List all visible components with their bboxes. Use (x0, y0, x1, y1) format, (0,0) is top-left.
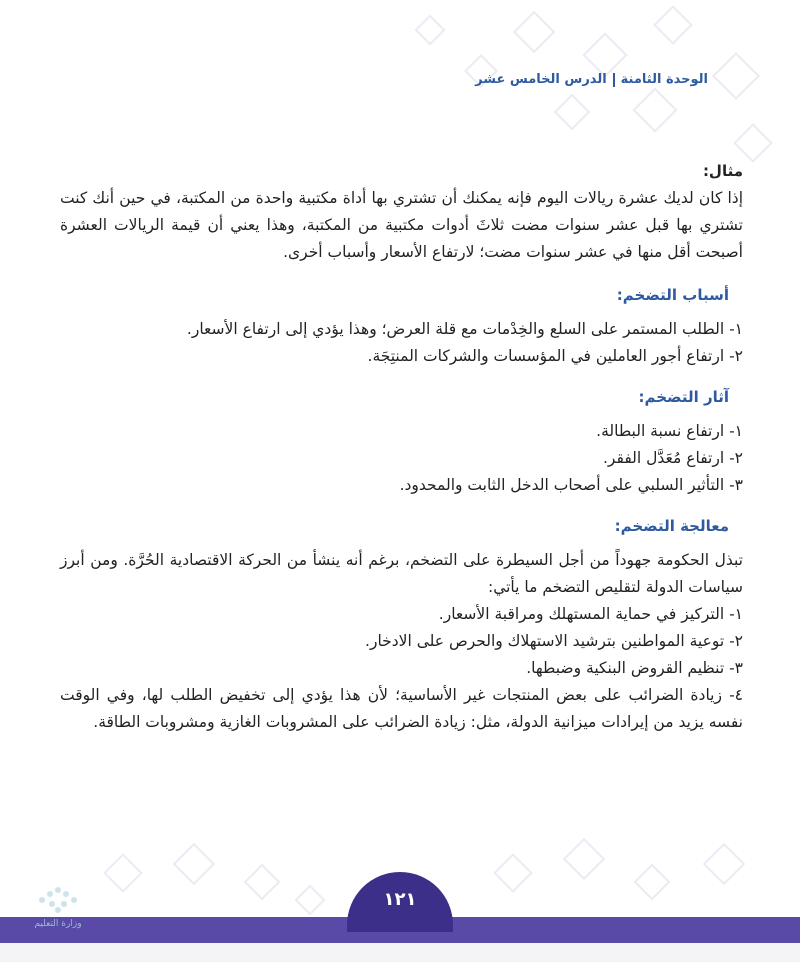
treatment-intro: تبذل الحكومة جهوداً من أجل السيطرة على التضخم، برغم أنه ينشأ من الحركة الاقتصادية الحُرَّة. ومن أبرز سياسات الدولة لتقليص التضخم ما يأتي: (60, 551, 743, 596)
page-number: ١٢١ (383, 889, 417, 910)
causes-title: أسباب التضخم: (616, 286, 729, 304)
effects-item-3: ٣- التأثير السلبي على أصحاب الدخل الثابت والمحدود. (399, 476, 743, 494)
causes-item-1: ١- الطلب المستمر على السلع والخِدْمات مع قلة العرض؛ وهذا يؤدي إلى ارتفاع الأسعار. (186, 320, 743, 338)
treatment-item-1: ١- التركيز في حماية المستهلك ومراقبة الأسعار. (438, 605, 743, 623)
lesson-label: الدرس الخامس عشر (475, 72, 607, 87)
logo-dots-icon (39, 887, 77, 913)
header-divider (613, 73, 615, 87)
treatment-item-4: ٤- زيادة الضرائب على بعض المنتجات غير الأساسية؛ لأن هذا يؤدي إلى تخفيض الطلب لها، وفي الوقت نفسه يزيد من إيرادات ميزانية الدولة، مثل: زيادة الضرائب على المشروبات الغازية ومشروبات الطاقة. (60, 686, 743, 731)
logo-text: وزارة التعليم (34, 919, 82, 929)
treatment-title: معالجة التضخم: (614, 517, 729, 535)
ministry-logo (22, 880, 94, 944)
effects-item-2: ٢- ارتفاع مُعَدَّل الفقر. (603, 449, 743, 467)
treatment-item-2: ٢- توعية المواطنين بترشيد الاستهلاك والحرص على الادخار. (365, 632, 743, 650)
page-number-tab (347, 872, 453, 932)
example-text: إذا كان لديك عشرة ريالات اليوم فإنه يمكنك أن تشتري بها أداة مكتبية واحدة من المكتبة، في حين أنك كنت تشتري بها قبل عشر سنوات مضت ثلاثَ أدوات مكتبية من المكتبة، وهذا يعني أن قيمة الريالات العشرة أصبحت أقل منها في عشر سنوات مضت؛ لارتفاع الأسعار وأسباب أخرى. (60, 189, 743, 261)
effects-title: آثار التضخم: (638, 388, 729, 406)
effects-item-1: ١- ارتفاع نسبة البطالة. (596, 422, 743, 440)
main-content (60, 158, 743, 736)
page-header (475, 72, 708, 87)
causes-item-2: ٢- ارتفاع أجور العاملين في المؤسسات والشركات المنتِجَة. (367, 347, 743, 365)
treatment-item-3: ٣- تنظيم القروض البنكية وضبطها. (526, 659, 743, 677)
unit-label: الوحدة الثامنة (620, 72, 708, 87)
example-label: مثال: (702, 162, 743, 180)
footer-strip (0, 943, 800, 962)
